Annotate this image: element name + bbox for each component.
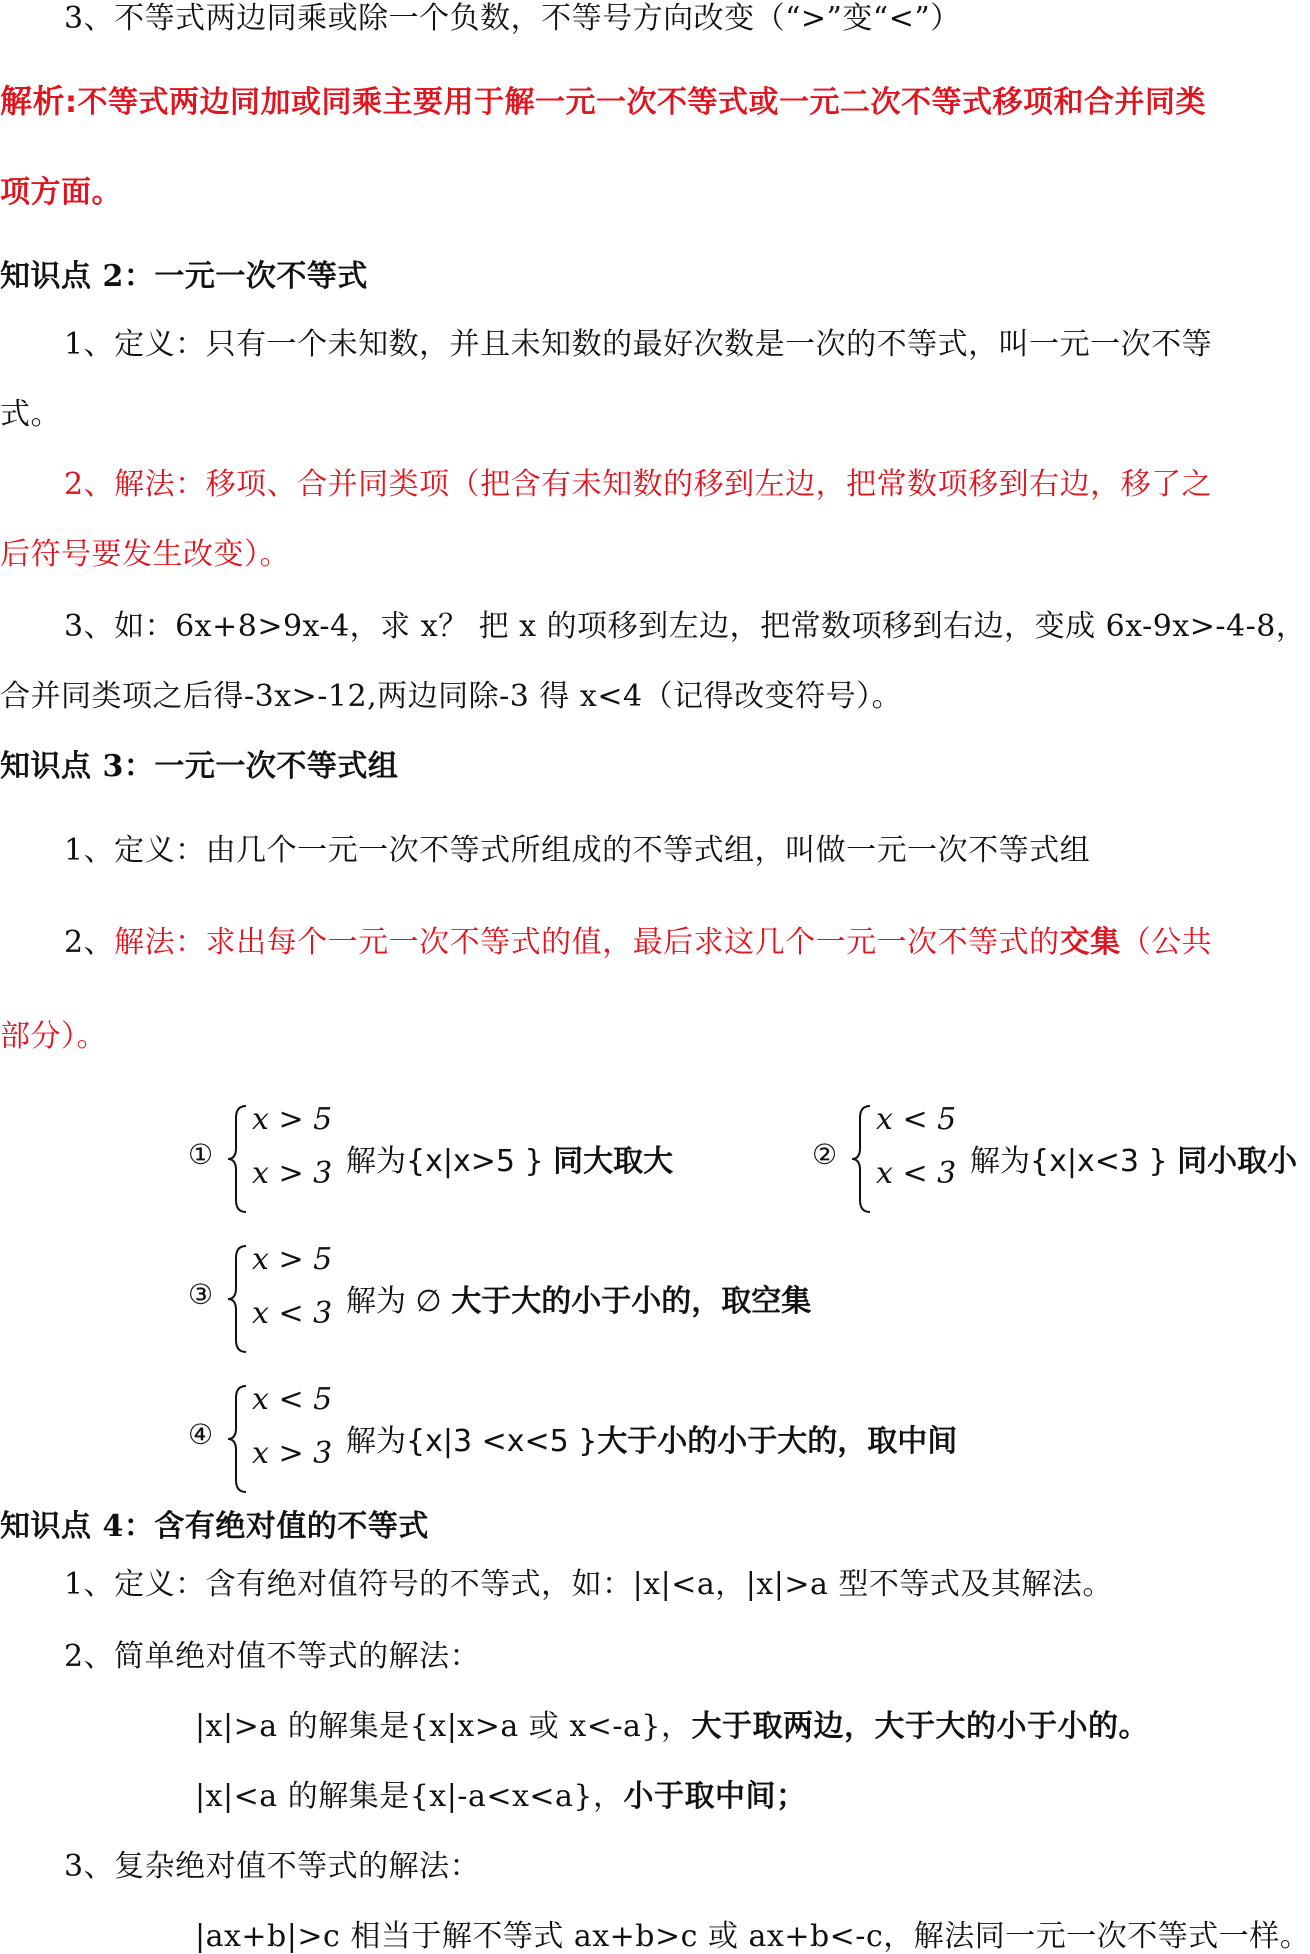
left-brace-icon xyxy=(226,1244,248,1354)
kp3-definition-number: 1、 xyxy=(64,833,115,868)
system-rule: 大于大的小于小的，取空集 xyxy=(451,1284,812,1319)
system-inequality-top: x > 5 xyxy=(252,1242,333,1277)
kp2-method-line-1: 2、解法：移项、合并同类项（把含有未知数的移到左边，把常数项移到右边，移了之 xyxy=(64,467,1213,502)
kp4-simple-rule-1-text: |x|>a 的解集是{x|x>a 或 x<-a}， xyxy=(195,1709,692,1744)
analysis-text-1: :不等式两边同加或同乘主要用于解一元一次不等式或一元二次不等式移项和合并同类 xyxy=(65,85,1207,120)
kp4-simple-rule-2-text: |x|<a 的解集是{x|-a<x<a}， xyxy=(195,1779,624,1814)
kp4-simple-rule-1 xyxy=(195,1709,1149,1744)
kp4-complex-title: 3、复杂绝对值不等式的解法： xyxy=(64,1849,481,1884)
system-solution-set: 解为{x|x>5 } xyxy=(346,1144,544,1179)
kp3-method-text: 解法：求出每个一元一次不等式的值，最后求这几个一元一次不等式的 xyxy=(114,925,1060,960)
kp4-simple-rule-2 xyxy=(195,1779,807,1814)
kp3-definition xyxy=(64,833,1091,868)
kp2-method-line-2: 后符号要发生改变）。 xyxy=(0,537,290,572)
system-marker: ③ xyxy=(188,1278,214,1311)
system-solution xyxy=(970,1136,1297,1180)
system-rule: 同大取大 xyxy=(553,1144,674,1179)
system-solution-set: 解为{x|3 <x<5 } xyxy=(346,1424,598,1459)
kp2-example-line-2: 合并同类项之后得-3x>-12,两边同除-3 得 x<4（记得改变符号）。 xyxy=(0,679,903,714)
kp4-complex-rule-1: |ax+b|>c 相当于解不等式 ax+b>c 或 ax+b<-c，解法同一元一次不等式一样。 xyxy=(195,1919,1310,1954)
kp3-definition-text: 定义：由几个一元一次不等式所组成的不等式组，叫做一元一次不等式组 xyxy=(114,833,1091,868)
kp2-definition-line-2: 式。 xyxy=(0,397,61,432)
kp3-method-intersection: 交集 xyxy=(1059,925,1121,960)
analysis-label: 解析 xyxy=(0,82,66,120)
system-inequality-top: x < 5 xyxy=(252,1382,333,1417)
analysis-line-2: 项方面。 xyxy=(0,175,122,210)
system-solution-set: 解为 ∅ xyxy=(346,1284,442,1319)
kp4-simple-rule-2-mnemonic: 小于取中间； xyxy=(623,1779,807,1814)
system-marker: ① xyxy=(188,1138,214,1171)
system-inequality-top: x > 5 xyxy=(252,1102,333,1137)
kp3-method-number: 2、 xyxy=(64,925,115,960)
property-3-line: 3、不等式两边同乘或除一个负数，不等号方向改变（“>”变“<”） xyxy=(64,1,961,36)
kp3-method-line-1 xyxy=(64,925,1213,960)
analysis-line-1 xyxy=(0,82,1207,120)
kp2-example-line-1: 3、如：6x+8>9x-4，求 x？ 把 x 的项移到左边，把常数项移到右边，变成 6x-9x>-4-8， xyxy=(64,609,1307,644)
kp4-heading: 知识点 4：含有绝对值的不等式 xyxy=(0,1509,429,1544)
system-solution xyxy=(346,1276,811,1320)
system-inequality-bottom: x > 3 xyxy=(252,1436,333,1471)
left-brace-icon xyxy=(850,1104,872,1214)
system-marker: ② xyxy=(812,1138,838,1171)
kp3-heading: 知识点 3：一元一次不等式组 xyxy=(0,749,399,784)
kp4-simple-rule-1-mnemonic: 大于取两边，大于大的小于小的。 xyxy=(691,1709,1149,1744)
system-inequality-bottom: x < 3 xyxy=(252,1296,333,1331)
kp2-heading: 知识点 2：一元一次不等式 xyxy=(0,259,368,294)
system-solution xyxy=(346,1416,957,1460)
left-brace-icon xyxy=(226,1104,248,1214)
system-solution-set: 解为{x|x<3 } xyxy=(970,1144,1168,1179)
system-solution xyxy=(346,1136,673,1180)
system-inequality-bottom: x > 3 xyxy=(252,1156,333,1191)
kp3-method-line-2: 部分）。 xyxy=(0,1019,107,1054)
system-marker: ④ xyxy=(188,1418,214,1451)
system-rule: 大于小的小于大的，取中间 xyxy=(597,1424,958,1459)
left-brace-icon xyxy=(226,1384,248,1494)
kp4-simple-title: 2、简单绝对值不等式的解法： xyxy=(64,1639,481,1674)
kp3-method-text-end: （公共 xyxy=(1120,925,1213,960)
system-inequality-top: x < 5 xyxy=(876,1102,957,1137)
kp2-definition-line-1: 1、定义：只有一个未知数，并且未知数的最好次数是一次的不等式，叫一元一次不等 xyxy=(64,327,1213,362)
system-rule: 同小取小 xyxy=(1177,1144,1298,1179)
system-inequality-bottom: x < 3 xyxy=(876,1156,957,1191)
kp4-definition: 1、定义：含有绝对值符号的不等式，如：|x|<a，|x|>a 型不等式及其解法。 xyxy=(64,1567,1113,1602)
